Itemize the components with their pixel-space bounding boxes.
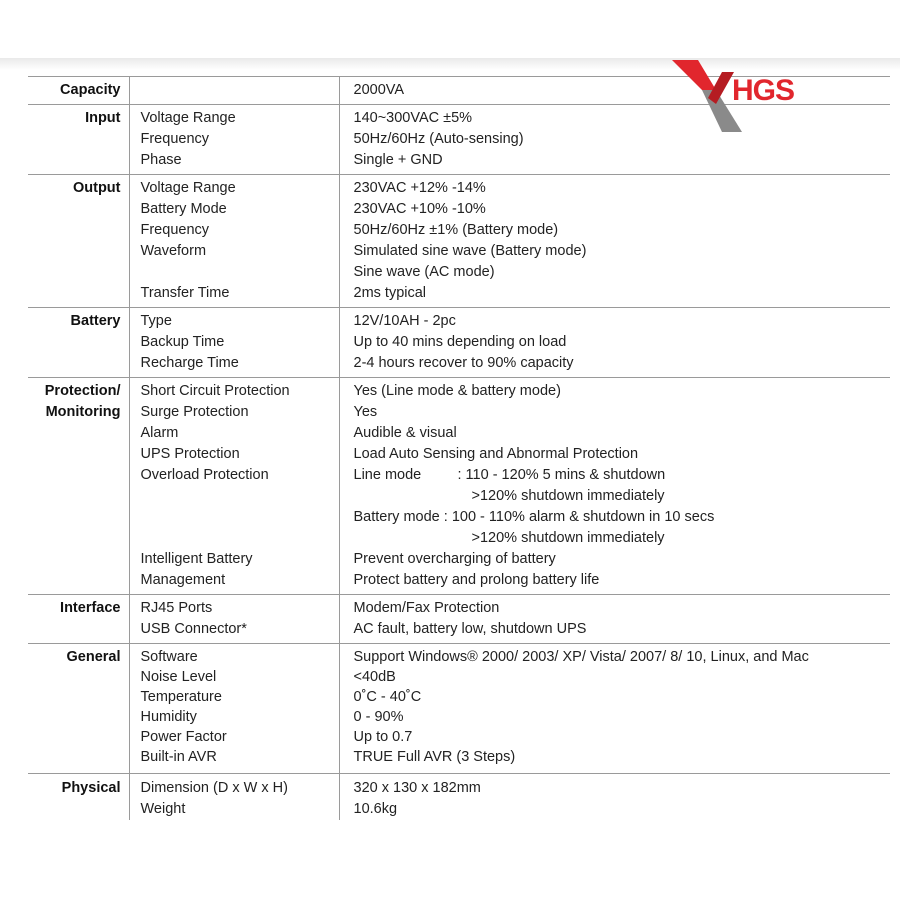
spec-label: Noise Level bbox=[129, 667, 339, 687]
category-output: Output bbox=[28, 175, 129, 308]
spec-label bbox=[129, 486, 339, 507]
spec-label: Dimension (D x W x H) bbox=[129, 774, 339, 800]
section-protection-monitoring bbox=[28, 378, 890, 595]
spec-value: Sine wave (AC mode) bbox=[353, 264, 495, 280]
spec-label: RJ45 Ports bbox=[129, 595, 339, 620]
spec-label bbox=[129, 262, 339, 283]
spec-value: 2000VA bbox=[353, 82, 405, 98]
battery-mode-value: : 100 - 110% alarm & shutdown in 10 secs bbox=[443, 509, 715, 525]
spec-value: 230VAC +12% -14% bbox=[353, 180, 486, 196]
spec-value: 320 x 130 x 182mm bbox=[353, 780, 481, 796]
section-general bbox=[28, 644, 890, 774]
spec-table bbox=[28, 76, 890, 820]
spec-value: 50Hz/60Hz (Auto-sensing) bbox=[353, 131, 524, 147]
category-general: General bbox=[28, 644, 129, 774]
spec-value: 0 - 90% bbox=[353, 709, 404, 725]
spec-label: Type bbox=[129, 308, 339, 333]
category-battery: Battery bbox=[28, 308, 129, 378]
spec-label bbox=[129, 77, 339, 105]
spec-label: Short Circuit Protection bbox=[129, 378, 339, 403]
spec-value bbox=[339, 486, 890, 507]
spec-value: AC fault, battery low, shutdown UPS bbox=[353, 621, 587, 637]
line-mode-value-2: >120% shutdown immediately bbox=[471, 488, 665, 504]
spec-label: Weight bbox=[129, 799, 339, 820]
spec-label: Alarm bbox=[129, 423, 339, 444]
spec-value: 50Hz/60Hz ±1% (Battery mode) bbox=[353, 222, 559, 238]
spec-label: Built-in AVR bbox=[129, 747, 339, 774]
spec-label: Voltage Range bbox=[129, 175, 339, 200]
spec-value: 2-4 hours recover to 90% capacity bbox=[353, 355, 574, 371]
logo-text: HGS bbox=[732, 74, 795, 107]
spec-label: UPS Protection bbox=[129, 444, 339, 465]
spec-label: Frequency bbox=[129, 220, 339, 241]
spec-value: Load Auto Sensing and Abnormal Protection bbox=[353, 446, 639, 462]
spec-value: <40dB bbox=[353, 669, 396, 685]
spec-value: 2ms typical bbox=[353, 285, 427, 301]
section-output bbox=[28, 175, 890, 308]
battery-mode-value-2: >120% shutdown immediately bbox=[471, 530, 665, 546]
spec-label: Intelligent Battery bbox=[129, 549, 339, 570]
spec-label: Transfer Time bbox=[129, 283, 339, 308]
line-mode-value: : 110 - 120% 5 mins & shutdown bbox=[457, 467, 666, 483]
spec-label: Waveform bbox=[129, 241, 339, 262]
spec-value: 140~300VAC ±5% bbox=[353, 110, 473, 126]
spec-label: Voltage Range bbox=[129, 105, 339, 130]
spec-label bbox=[129, 507, 339, 528]
category-interface: Interface bbox=[28, 595, 129, 644]
category-monitoring: Monitoring bbox=[28, 402, 129, 595]
spec-value bbox=[339, 507, 890, 528]
spec-value: Up to 0.7 bbox=[353, 729, 413, 745]
spec-label: Overload Protection bbox=[129, 465, 339, 486]
spec-label: Battery Mode bbox=[129, 199, 339, 220]
spec-label: Software bbox=[129, 644, 339, 668]
spec-value: Support Windows® 2000/ 2003/ XP/ Vista/ 2007/ 8/ 10, Linux, and Mac bbox=[353, 649, 809, 665]
spec-value: Single + GND bbox=[353, 152, 443, 168]
category-protection: Protection/ bbox=[28, 378, 129, 403]
section-battery bbox=[28, 308, 890, 378]
spec-label: Recharge Time bbox=[129, 353, 339, 378]
spec-value: Up to 40 mins depending on load bbox=[353, 334, 567, 350]
spec-value: Audible & visual bbox=[353, 425, 457, 441]
spec-value: TRUE Full AVR (3 Steps) bbox=[353, 749, 516, 765]
spec-label: Humidity bbox=[129, 707, 339, 727]
line-mode-label: Line mode bbox=[353, 467, 422, 483]
spec-value: Prevent overcharging of battery bbox=[353, 551, 556, 567]
section-interface bbox=[28, 595, 890, 644]
spec-value: 10.6kg bbox=[353, 801, 398, 817]
section-physical bbox=[28, 774, 890, 821]
spec-value: 230VAC +10% -10% bbox=[353, 201, 486, 217]
spec-value: 12V/10AH - 2pc bbox=[353, 313, 456, 329]
category-input: Input bbox=[28, 105, 129, 175]
hgs-logo bbox=[672, 60, 832, 132]
spec-label: Management bbox=[129, 570, 339, 595]
category-physical: Physical bbox=[28, 774, 129, 821]
spec-label: Surge Protection bbox=[129, 402, 339, 423]
spec-value: Modem/Fax Protection bbox=[353, 600, 500, 616]
battery-mode-label: Battery mode bbox=[353, 509, 440, 525]
spec-value: Yes (Line mode & battery mode) bbox=[353, 383, 561, 399]
spec-label: Temperature bbox=[129, 687, 339, 707]
spec-label: Frequency bbox=[129, 129, 339, 150]
spec-value bbox=[339, 528, 890, 549]
spec-label: Power Factor bbox=[129, 727, 339, 747]
spec-value: 0˚C - 40˚C bbox=[353, 689, 422, 705]
spec-label: Backup Time bbox=[129, 332, 339, 353]
spec-label bbox=[129, 528, 339, 549]
spec-value: Simulated sine wave (Battery mode) bbox=[353, 243, 587, 259]
spec-value bbox=[339, 465, 890, 486]
spec-label: USB Connector* bbox=[129, 619, 339, 644]
category-capacity: Capacity bbox=[28, 77, 129, 105]
spec-value: Protect battery and prolong battery life bbox=[353, 572, 600, 588]
spec-label: Phase bbox=[129, 150, 339, 175]
spec-value: Yes bbox=[353, 404, 378, 420]
